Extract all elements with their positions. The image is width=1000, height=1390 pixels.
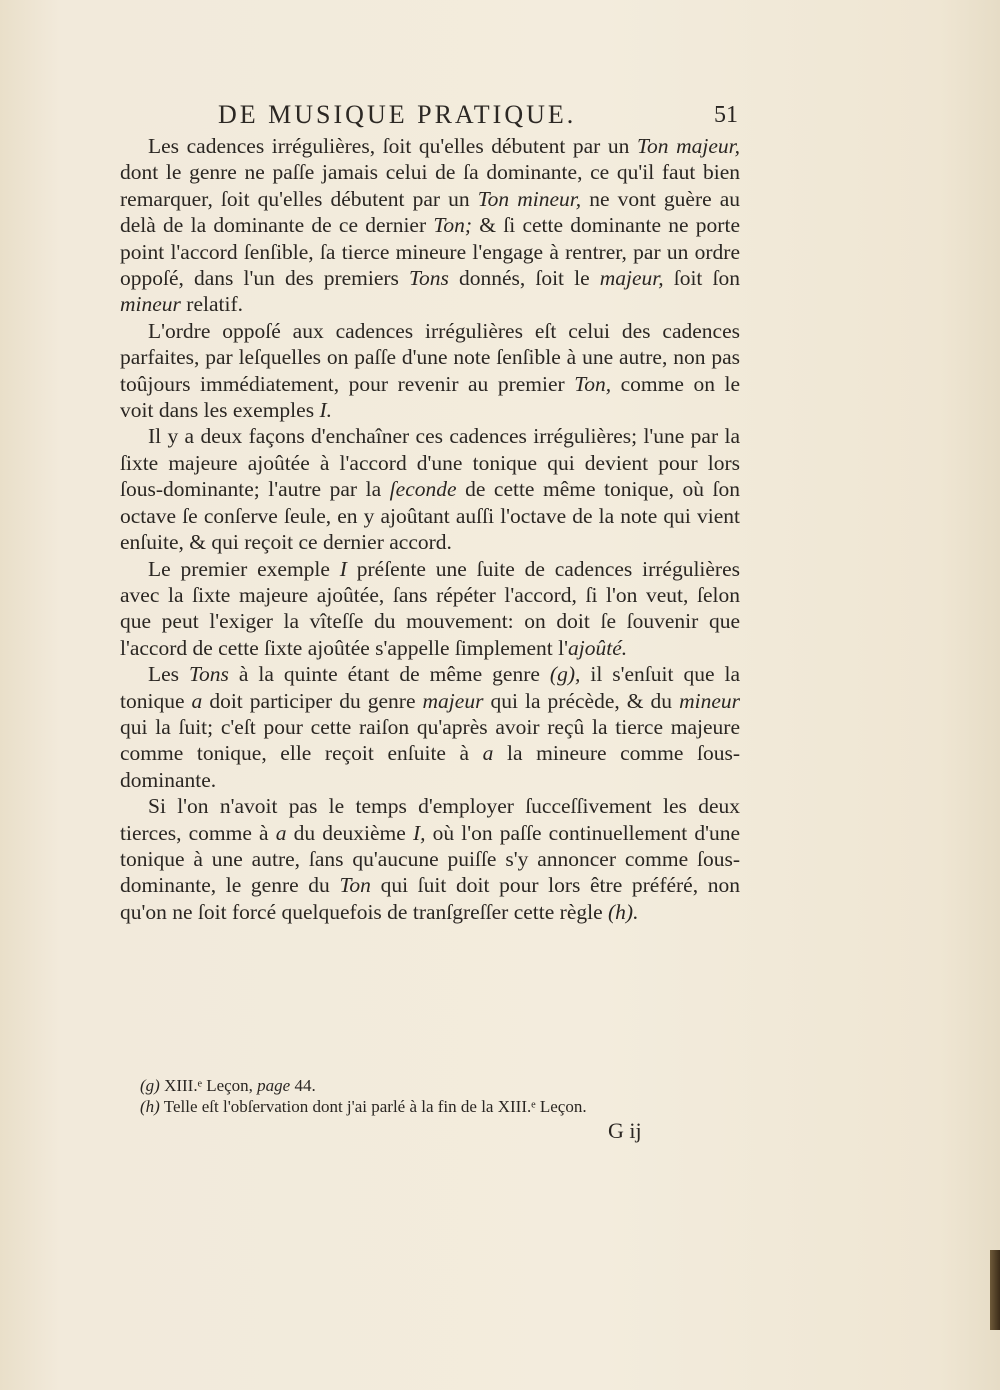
italic-run: ajoûté. (568, 635, 628, 660)
italic-run: ſeconde (389, 477, 457, 502)
italic-run: majeur, (599, 266, 664, 291)
italic-run: Ton, (574, 371, 612, 396)
footnote (140, 1075, 740, 1096)
italic-run: I (339, 556, 347, 581)
text-run: comme on le voit dans les exemples (120, 371, 740, 423)
italic-run: mineur (120, 292, 181, 317)
italic-run: majeur (422, 688, 484, 713)
paragraph (120, 423, 740, 555)
text-run: ſoit ſon (663, 266, 740, 291)
text-run: préſente une ſuite de cadences irrégulières avec la ſixte majeure ajoûtée, ſans répéter l'accord, ſi l'on veut, ſelon que peut l'exiger la vîteſſe du mouvement: on doit ſe ſouvenir que l'accord de cette ſixte ajoûtée s'appelle ſimplement l' (120, 556, 740, 660)
paragraph (120, 793, 740, 925)
text-run: & ſi cette dominante ne porte point l'accord ſenſible, ſa tierce mineure l'engage à rentrer, par un ordre oppoſé, dans l'un des premiers (120, 213, 740, 291)
italic-run: (h). (608, 899, 639, 924)
italic-run: Ton; (433, 213, 473, 238)
text-run: Les cadences irrégulières, ſoit qu'elles débutent par un (148, 134, 638, 158)
italic-run: (h) (140, 1097, 160, 1116)
text-run: du deuxième (286, 820, 413, 845)
italic-run: page (257, 1076, 291, 1095)
paragraph (120, 661, 740, 793)
text-run: qui la précède, & du (483, 688, 680, 713)
italic-run: I. (319, 398, 332, 423)
page-number: 51 (714, 102, 738, 128)
text-run: à la quinte étant de même genre (228, 662, 550, 687)
italic-run: Tons (189, 662, 229, 687)
paragraph (120, 133, 740, 318)
text-run: la mineure comme ſous-dominante. (120, 741, 740, 792)
italic-run: (g), (549, 662, 581, 687)
italic-run: (g) (140, 1076, 160, 1095)
text-run: dont le genre ne paſſe jamais celui de ſa dominante, ce qu'il faut bien remarquer, ſoit qu'elles débutent par un (120, 160, 740, 211)
text-run: XIII.ᵉ Leçon, (159, 1076, 258, 1095)
text-run: Il y a deux façons d'enchaîner ces cadences irrégulières; l'une par la ſixte majeure ajoûtée à l'accord d'une tonique qui devient pour lors ſous-dominante; l'autre par la (120, 424, 740, 502)
page-header (218, 100, 738, 134)
text-run: relatif. (180, 292, 243, 317)
page-edge-shadow (990, 1250, 1000, 1330)
text-run: doit participer du genre (202, 688, 423, 713)
text-run: Les (148, 662, 190, 687)
text-run: où l'on paſſe continuellement d'une tonique à une autre, ſans qu'aucune puiſſe s'y annoncer comme ſous-dominante, le genre du (120, 820, 740, 898)
text-run: 44. (290, 1076, 316, 1095)
body-text (120, 133, 740, 925)
text-run: Si l'on n'avoit pas le temps d'employer ſucceſſivement les deux tierces, comme à (120, 794, 740, 845)
text-run: Telle eſt l'obſervation dont j'ai parlé à la fin de la XIII.ᵉ Leçon. (159, 1097, 587, 1116)
italic-run: mineur (679, 688, 741, 713)
italic-run: a (275, 820, 287, 845)
italic-run: Tons (409, 266, 449, 291)
italic-run: Ton mineur, (477, 186, 582, 211)
text-run: qui la ſuit; c'eſt pour cette raiſon qu'après avoir reçû la tierce majeure comme tonique, elle reçoit enſuite à (120, 714, 740, 766)
signature-mark: G ij (608, 1118, 642, 1143)
italic-run: a (482, 741, 494, 766)
text-run: il s'enſuit que la tonique (120, 662, 740, 713)
text-run: L'ordre oppoſé aux cadences irrégulières eſt celui des cadences parfaites, par leſquelles on paſſe d'une note ſenſible à une autre, non pas toûjours immédiatement, pour revenir au premier (120, 318, 740, 396)
text-run: Le premier exemple (148, 556, 340, 581)
text-run: donnés, ſoit le (448, 266, 600, 291)
text-run: ne vont guère au delà de la dominante de ce dernier (120, 186, 741, 238)
text-run: qui ſuit doit pour lors être préféré, non qu'on ne ſoit forcé quelquefois de tranſgreſſer cette règle (120, 873, 740, 924)
paragraph (120, 556, 740, 662)
italic-run: Ton majeur, (637, 134, 740, 158)
footnote (140, 1096, 740, 1117)
italic-run: a (191, 688, 203, 713)
italic-run: Ton (339, 873, 371, 898)
paragraph (120, 318, 740, 424)
running-head: DE MUSIQUE PRATIQUE. (218, 100, 577, 129)
footnotes (140, 1075, 740, 1117)
text-run: de cette même tonique, où ſon octave ſe conſerve ſeule, en y ajoûtant auſſi l'octave de la note qui vient enſuite, & qui reçoit ce dernier accord. (120, 477, 740, 555)
italic-run: I, (412, 820, 426, 845)
